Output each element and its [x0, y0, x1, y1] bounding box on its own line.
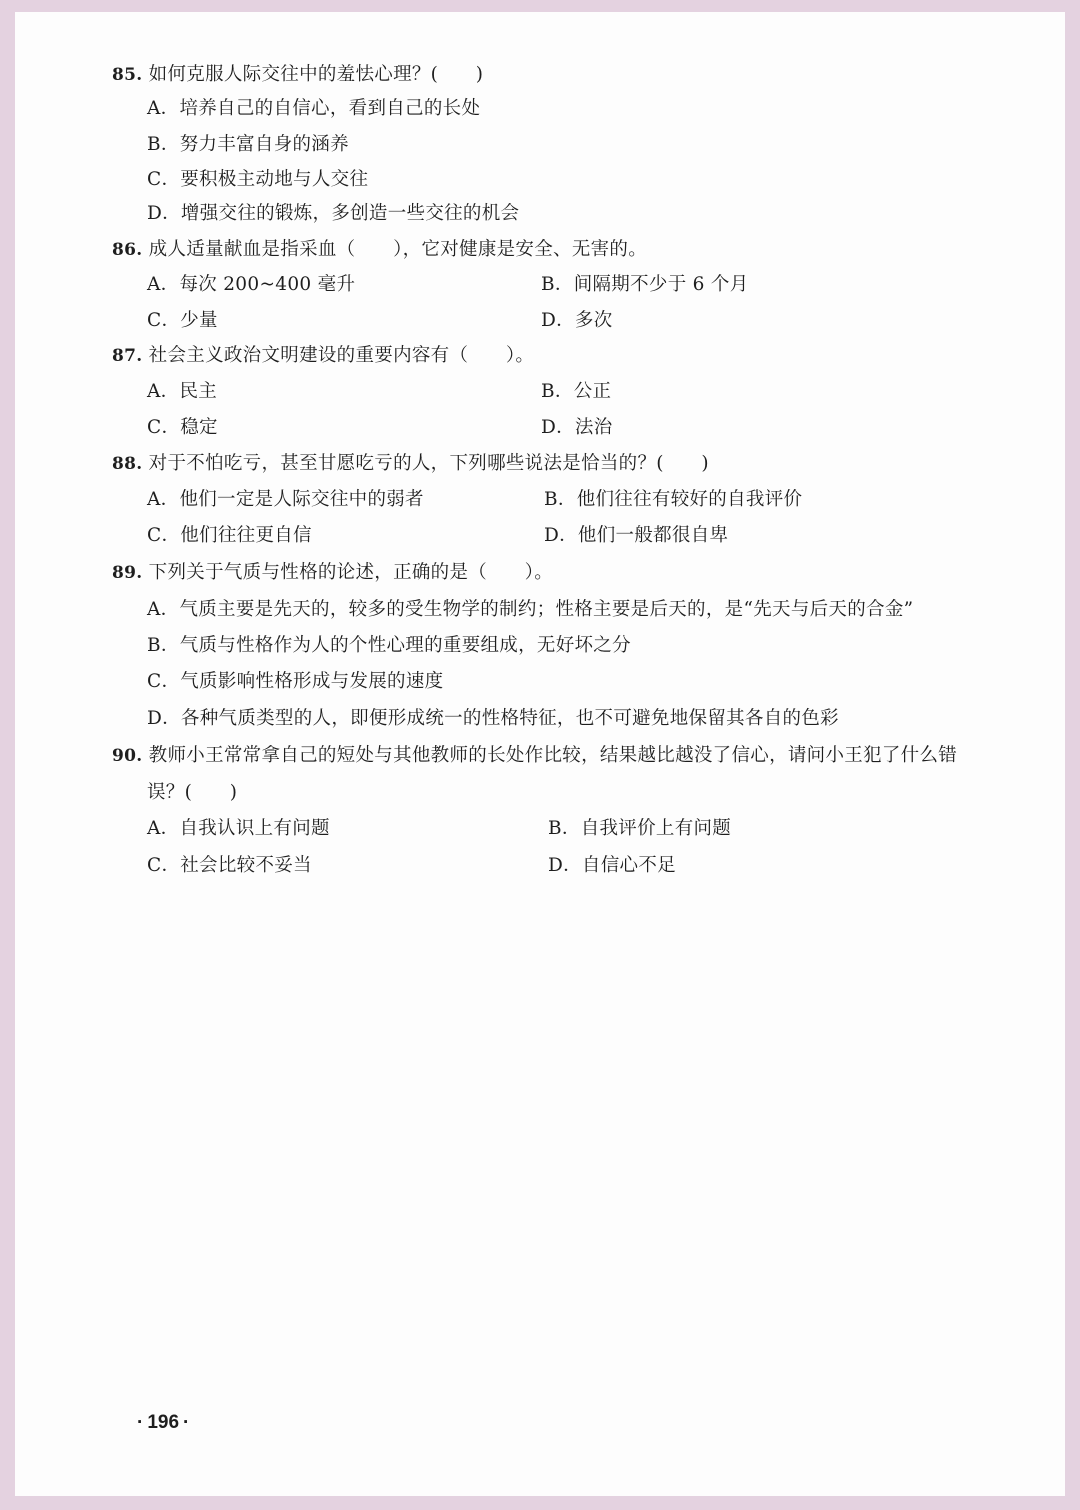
question-86-option-d: D．多次: [541, 310, 613, 331]
question-text: 教师小王常常拿自己的短处与其他教师的长处作比较，结果越比越没了信心，请问小王犯了什么错: [148, 745, 958, 766]
question-text: 社会主义政治文明建设的重要内容有（ ）。: [148, 345, 535, 366]
question-90-option-a: A．自我认识上有问题: [147, 818, 330, 839]
question-88-option-a: A．他们一定是人际交往中的弱者: [147, 489, 424, 510]
page-number-value: 196: [147, 1412, 180, 1433]
question-85-option-b: B．努力丰富自身的涵养: [147, 134, 349, 155]
page-number: [133, 1410, 193, 1436]
question-87-option-d: D．法治: [541, 417, 613, 438]
question-text: 成人适量献血是指采血（ ），它对健康是安全、无害的。: [148, 239, 648, 260]
question-text: 如何克服人际交往中的羞怯心理？( ): [148, 64, 484, 85]
question-text: 对于不怕吃亏，甚至甘愿吃亏的人，下列哪些说法是恰当的？( ): [148, 453, 709, 474]
question-90-option-c: C．社会比较不妥当: [147, 855, 312, 876]
document-page: [15, 12, 1065, 1496]
question-90-stem-continuation: 误？( ): [147, 782, 238, 803]
question-85-stem: [112, 62, 483, 88]
question-87-option-b: B．公正: [541, 381, 612, 402]
question-87-stem: [112, 343, 534, 369]
question-88-stem: [112, 451, 709, 477]
question-88-option-d: D．他们一般都很自卑: [544, 525, 729, 546]
question-85-option-a: A．培养自己的自信心，看到自己的长处: [147, 98, 481, 119]
question-number: 89.: [112, 563, 143, 583]
page-number-dot-left: ·: [137, 1412, 144, 1433]
question-text: 下列关于气质与性格的论述，正确的是（ ）。: [148, 562, 554, 583]
question-89-option-d: D．各种气质类型的人，即便形成统一的性格特征，也不可避免地保留其各自的色彩: [147, 708, 839, 729]
question-90-stem: [112, 743, 957, 769]
question-86-option-b: B．间隔期不少于 6 个月: [541, 274, 749, 295]
question-number: 88.: [112, 454, 143, 474]
question-86-stem: [112, 237, 647, 263]
question-89-option-c: C．气质影响性格形成与发展的速度: [147, 671, 444, 692]
question-90-option-d: D．自信心不足: [548, 855, 676, 876]
question-88-option-c: C．他们往往更自信: [147, 525, 312, 546]
question-number: 86.: [112, 240, 143, 260]
question-89-option-b: B．气质与性格作为人的个性心理的重要组成，无好坏之分: [147, 635, 631, 656]
question-88-option-b: B．他们往往有较好的自我评价: [544, 489, 803, 510]
question-number: 90.: [112, 746, 143, 766]
question-86-option-a: A．每次 200~400 毫升: [147, 274, 356, 295]
question-87-option-a: A．民主: [147, 381, 218, 402]
question-89-option-a: A．气质主要是先天的，较多的受生物学的制约；性格主要是后天的，是“先天与后天的合金”: [147, 599, 914, 620]
question-87-option-c: C．稳定: [147, 417, 218, 438]
question-89-stem: [112, 560, 553, 586]
question-86-option-c: C．少量: [147, 310, 218, 331]
page-number-dot-right: ·: [183, 1412, 190, 1433]
question-90-option-b: B．自我评价上有问题: [548, 818, 732, 839]
question-85-option-c: C．要积极主动地与人交往: [147, 169, 369, 190]
question-85-option-d: D．增强交往的锻炼，多创造一些交往的机会: [147, 203, 520, 224]
question-number: 85.: [112, 65, 143, 85]
question-number: 87.: [112, 346, 143, 366]
